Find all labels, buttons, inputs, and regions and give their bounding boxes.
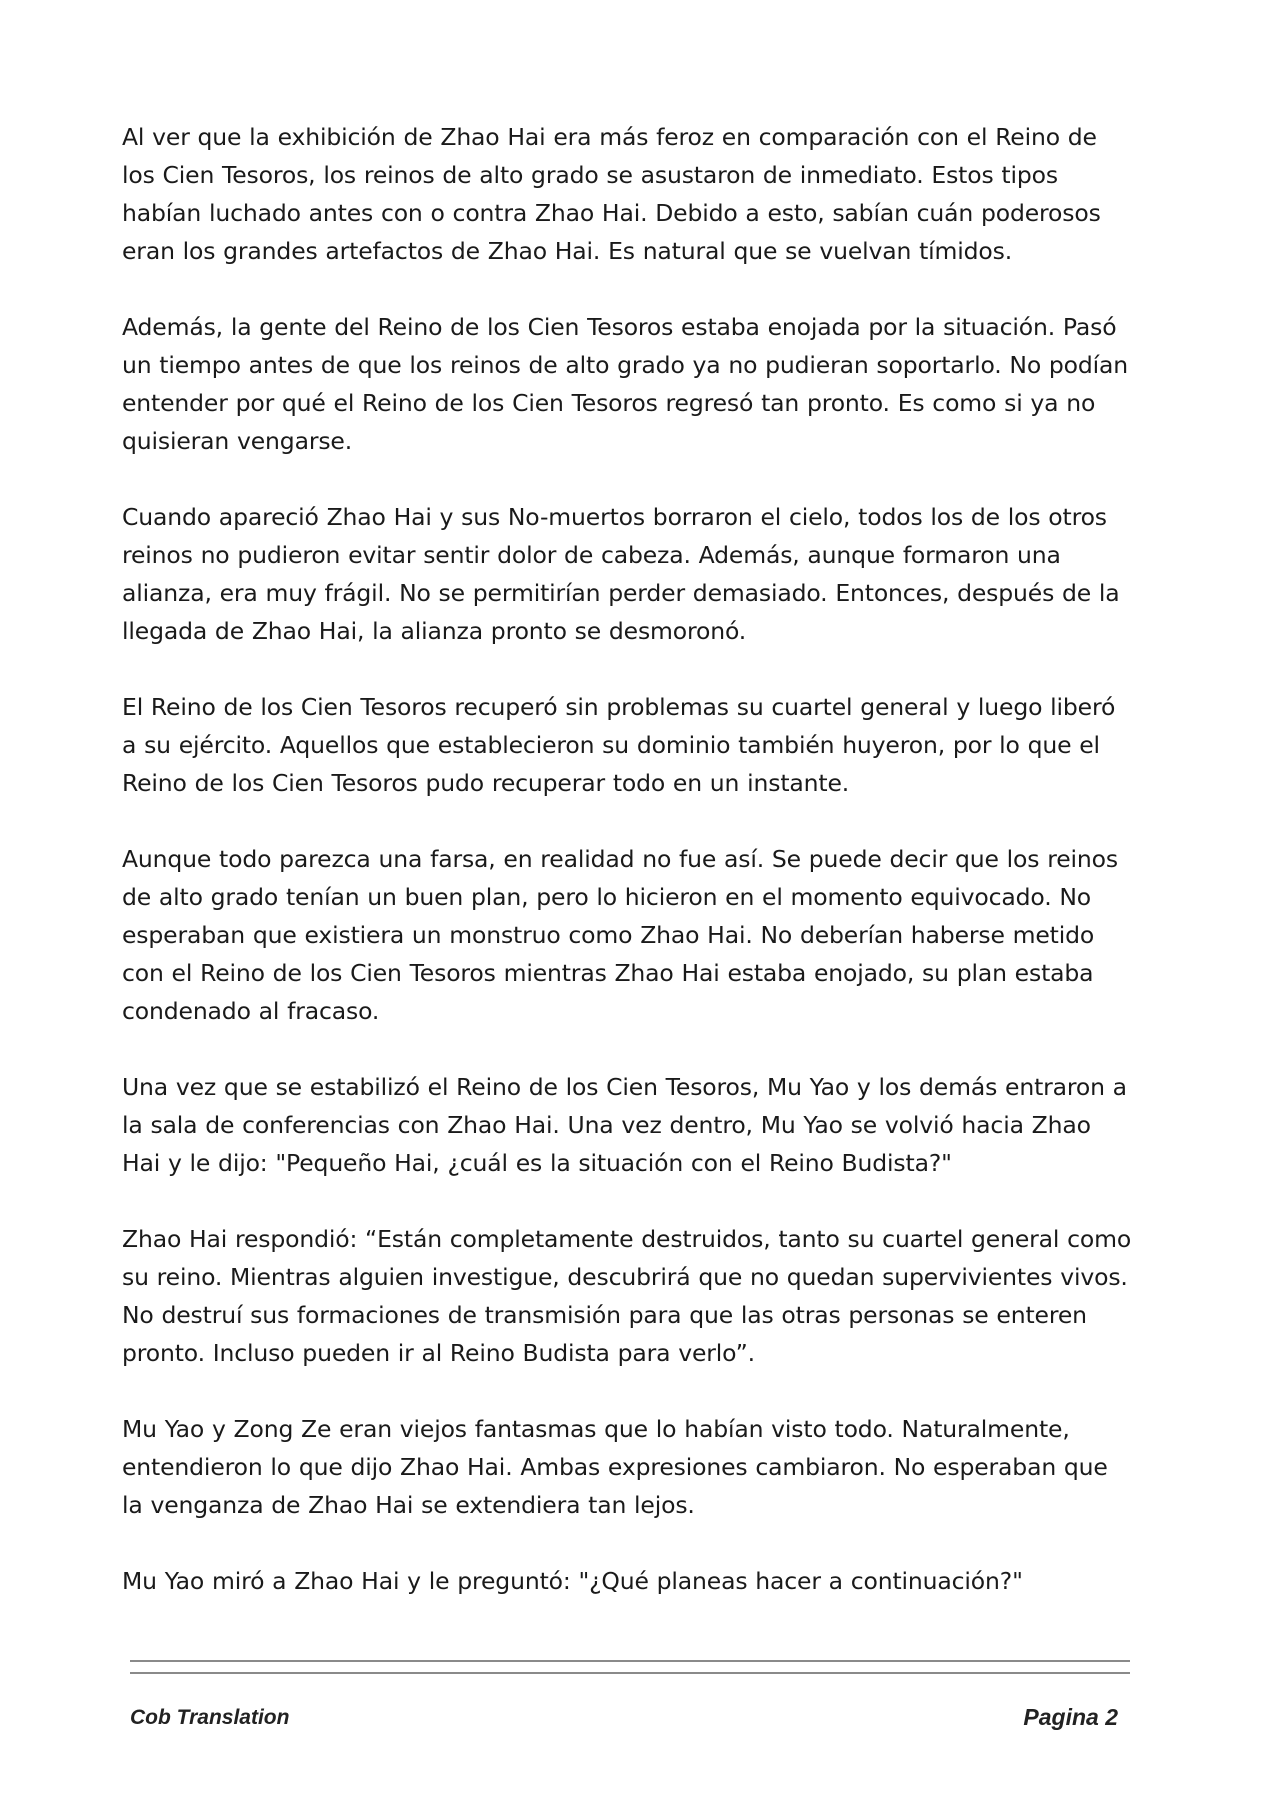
paragraph: Una vez que se estabilizó el Reino de los Cien Tesoros, Mu Yao y los demás entraron a la sala de conferencias con Zhao Hai. Una vez dentro, Mu Yao se volvió hacia Zhao Hai y le dijo: "Pequeño Hai, ¿cuál es la situación con el Reino Budista?" — [122, 1073, 1127, 1177]
footer-divider — [130, 1660, 1130, 1674]
paragraph: El Reino de los Cien Tesoros recuperó sin problemas su cuartel general y luego liberó a su ejército. Aquellos que establecieron su dominio también huyeron, por lo que el Reino de los Cien Tesoros pudo recuperar todo en un instante. — [122, 693, 1116, 797]
paragraph: Cuando apareció Zhao Hai y sus No-muertos borraron el cielo, todos los de los otros reinos no pudieron evitar sentir dolor de cabeza. Además, aunque formaron una alianza, era muy frágil. No se permitirían perder demasiado. Entonces, después de la llegada de Zhao Hai, la alianza pronto se desmoronó. — [122, 503, 1120, 645]
footer-page-number: Pagina 2 — [1023, 1704, 1118, 1730]
paragraph: Al ver que la exhibición de Zhao Hai era más feroz en comparación con el Reino de los Cien Tesoros, los reinos de alto grado se asustaron de inmediato. Estos tipos habían luchado antes con o contra Zhao Hai. Debido a esto, sabían cuán poderosos eran los grandes artefactos de Zhao Hai. Es natural que se vuelvan tímidos. — [122, 123, 1101, 265]
footer-rule-top — [130, 1660, 1130, 1662]
document-body — [122, 118, 1132, 1638]
paragraph: Zhao Hai respondió: “Están completamente destruidos, tanto su cuartel general como su reino. Mientras alguien investigue, descubrirá que no quedan supervivientes vivos. No destruí sus formaciones de transmisión para que las otras personas se enteren pronto. Incluso pueden ir al Reino Budista para verlo”. — [122, 1225, 1132, 1367]
footer-translator-credit: Cob Translation — [130, 1706, 290, 1729]
paragraph: Mu Yao y Zong Ze eran viejos fantasmas que lo habían visto todo. Naturalmente, entendieron lo que dijo Zhao Hai. Ambas expresiones cambiaron. No esperaban que la venganza de Zhao Hai se extendiera tan lejos. — [122, 1415, 1108, 1519]
footer-rule-bottom — [130, 1672, 1130, 1674]
paragraph: Además, la gente del Reino de los Cien Tesoros estaba enojada por la situación. Pasó un tiempo antes de que los reinos de alto grado ya no pudieran soportarlo. No podían entender por qué el Reino de los Cien Tesoros regresó tan pronto. Es como si ya no quisieran vengarse. — [122, 313, 1129, 455]
paragraph: Mu Yao miró a Zhao Hai y le preguntó: "¿Qué planeas hacer a continuación?" — [122, 1567, 1023, 1595]
paragraph: Aunque todo parezca una farsa, en realidad no fue así. Se puede decir que los reinos de alto grado tenían un buen plan, pero lo hicieron en el momento equivocado. No esperaban que existiera un monstruo como Zhao Hai. No deberían haberse metido con el Reino de los Cien Tesoros mientras Zhao Hai estaba enojado, su plan estaba condenado al fracaso. — [122, 845, 1118, 1025]
